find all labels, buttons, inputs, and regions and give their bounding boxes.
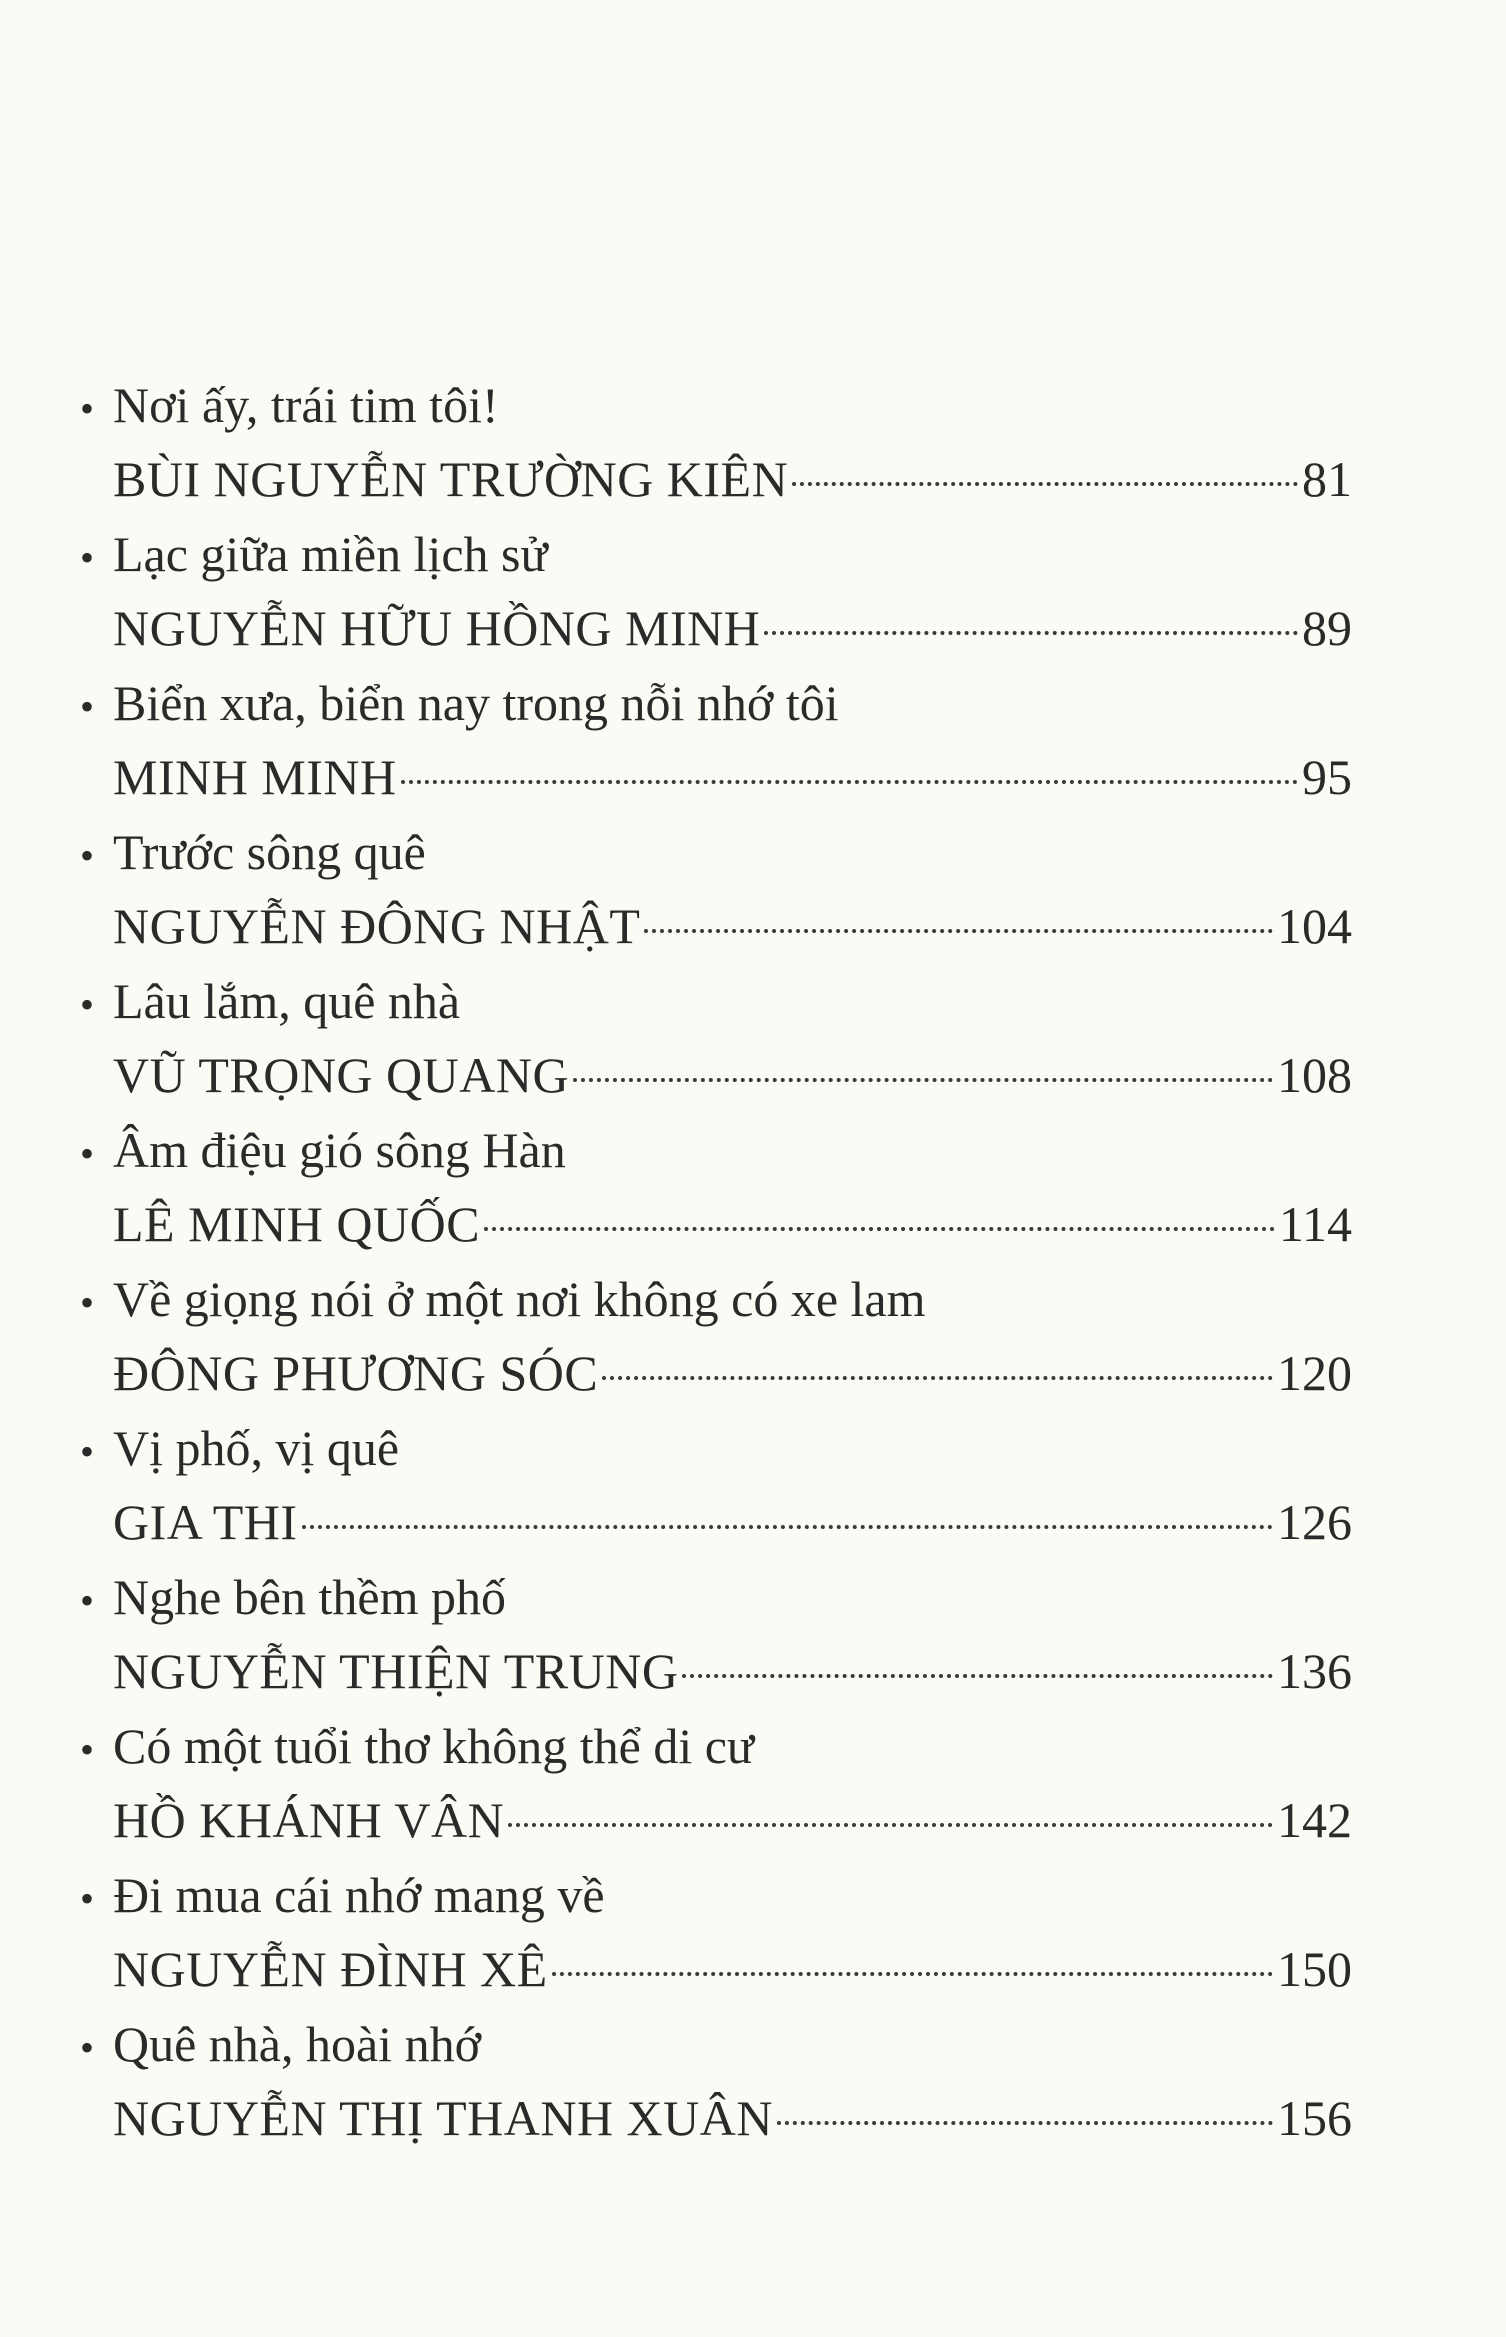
entry-page-number: 136 (1277, 1643, 1352, 1699)
toc-entry (80, 666, 1352, 815)
dot-leader (508, 1823, 1273, 1827)
entry-author-line (80, 740, 1352, 815)
entry-author-line (80, 1485, 1352, 1560)
dot-leader (777, 2121, 1273, 2125)
entry-author-line (80, 2081, 1352, 2156)
entry-title-line (80, 1858, 1352, 1932)
bullet-icon: • (80, 386, 95, 431)
entry-title-line (80, 1113, 1352, 1187)
entry-title: Vị phố, vị quê (113, 1420, 400, 1476)
entry-author: MINH MINH (113, 749, 397, 805)
entry-title-line (80, 368, 1352, 442)
dot-leader (484, 1227, 1275, 1231)
entry-author: NGUYỄN THỊ THANH XUÂN (113, 2090, 773, 2146)
entry-author-line (80, 442, 1352, 517)
toc-entry (80, 368, 1352, 517)
entry-author: VŨ TRỌNG QUANG (113, 1047, 570, 1103)
entry-title: Nơi ấy, trái tim tôi! (113, 377, 499, 433)
entry-title: Có một tuổi thơ không thể di cư (113, 1718, 755, 1774)
entry-author: NGUYỄN THIỆN TRUNG (113, 1643, 679, 1699)
entry-page-number: 150 (1277, 1941, 1352, 1997)
entry-page-number: 114 (1278, 1196, 1352, 1252)
entry-author-line (80, 1336, 1352, 1411)
entry-title-line (80, 517, 1352, 591)
toc-entry (80, 1113, 1352, 1262)
entry-page-number: 126 (1277, 1494, 1352, 1550)
bullet-icon: • (80, 1131, 95, 1176)
toc-entry (80, 1411, 1352, 1560)
entry-page-number: 108 (1277, 1047, 1352, 1103)
entry-title-line (80, 2007, 1352, 2081)
dot-leader (573, 1078, 1273, 1082)
entry-author-line (80, 1634, 1352, 1709)
entry-author: GIA THI (113, 1494, 298, 1550)
entry-title-line (80, 1262, 1352, 1336)
entry-title-line (80, 1709, 1352, 1783)
bullet-icon: • (80, 684, 95, 729)
dot-leader (682, 1674, 1273, 1678)
toc-entry (80, 1560, 1352, 1709)
toc-entry (80, 1709, 1352, 1858)
entry-author-line (80, 1038, 1352, 1113)
dot-leader (302, 1525, 1273, 1529)
entry-title: Quê nhà, hoài nhớ (113, 2016, 482, 2072)
entry-title-line (80, 666, 1352, 740)
entry-author-line (80, 1187, 1352, 1262)
entry-title-line (80, 1411, 1352, 1485)
entry-page-number: 95 (1302, 749, 1352, 805)
entry-author-line (80, 1783, 1352, 1858)
entry-page-number: 104 (1277, 898, 1352, 954)
dot-leader (401, 780, 1298, 784)
toc-entry (80, 517, 1352, 666)
toc-entry (80, 1858, 1352, 2007)
entry-title-line (80, 815, 1352, 889)
entry-title: Lạc giữa miền lịch sử (113, 526, 548, 582)
entry-author: LÊ MINH QUỐC (113, 1196, 481, 1252)
entry-author: NGUYỄN ĐÔNG NHẬT (113, 898, 641, 954)
entry-title-line (80, 1560, 1352, 1634)
dot-leader (602, 1376, 1273, 1380)
toc-entry (80, 1262, 1352, 1411)
entry-author-line (80, 591, 1352, 666)
entry-title-line (80, 964, 1352, 1038)
entry-author: BÙI NGUYỄN TRƯỜNG KIÊN (113, 451, 789, 507)
entry-title: Về giọng nói ở một nơi không có xe lam (113, 1271, 926, 1327)
entry-author: NGUYỄN ĐÌNH XÊ (113, 1941, 548, 1997)
entry-author: NGUYỄN HỮU HỒNG MINH (113, 600, 761, 656)
bullet-icon: • (80, 1429, 95, 1474)
table-of-contents (80, 368, 1352, 2156)
bullet-icon: • (80, 1876, 95, 1921)
entry-page-number: 81 (1302, 451, 1352, 507)
entry-title: Âm điệu gió sông Hàn (113, 1122, 566, 1178)
dot-leader (792, 482, 1298, 486)
entry-title: Biển xưa, biển nay trong nỗi nhớ tôi (113, 675, 839, 731)
entry-title: Đi mua cái nhớ mang về (113, 1867, 605, 1923)
dot-leader (764, 631, 1298, 635)
bullet-icon: • (80, 833, 95, 878)
bullet-icon: • (80, 1727, 95, 1772)
entry-title: Nghe bên thềm phố (113, 1569, 506, 1625)
bullet-icon: • (80, 2025, 95, 2070)
bullet-icon: • (80, 982, 95, 1027)
entry-page-number: 120 (1277, 1345, 1352, 1401)
entry-page-number: 156 (1277, 2090, 1352, 2146)
entry-author: HỒ KHÁNH VÂN (113, 1792, 505, 1848)
bullet-icon: • (80, 1578, 95, 1623)
entry-author-line (80, 889, 1352, 964)
dot-leader (644, 929, 1273, 933)
dot-leader (552, 1972, 1273, 1976)
entry-title: Lâu lắm, quê nhà (113, 973, 461, 1029)
toc-entry (80, 815, 1352, 964)
entry-title: Trước sông quê (113, 824, 426, 880)
entry-author-line (80, 1932, 1352, 2007)
entry-page-number: 89 (1302, 600, 1352, 656)
toc-entry (80, 964, 1352, 1113)
entry-author: ĐÔNG PHƯƠNG SÓC (113, 1345, 599, 1401)
entry-page-number: 142 (1277, 1792, 1352, 1848)
bullet-icon: • (80, 1280, 95, 1325)
bullet-icon: • (80, 535, 95, 580)
toc-entry (80, 2007, 1352, 2156)
